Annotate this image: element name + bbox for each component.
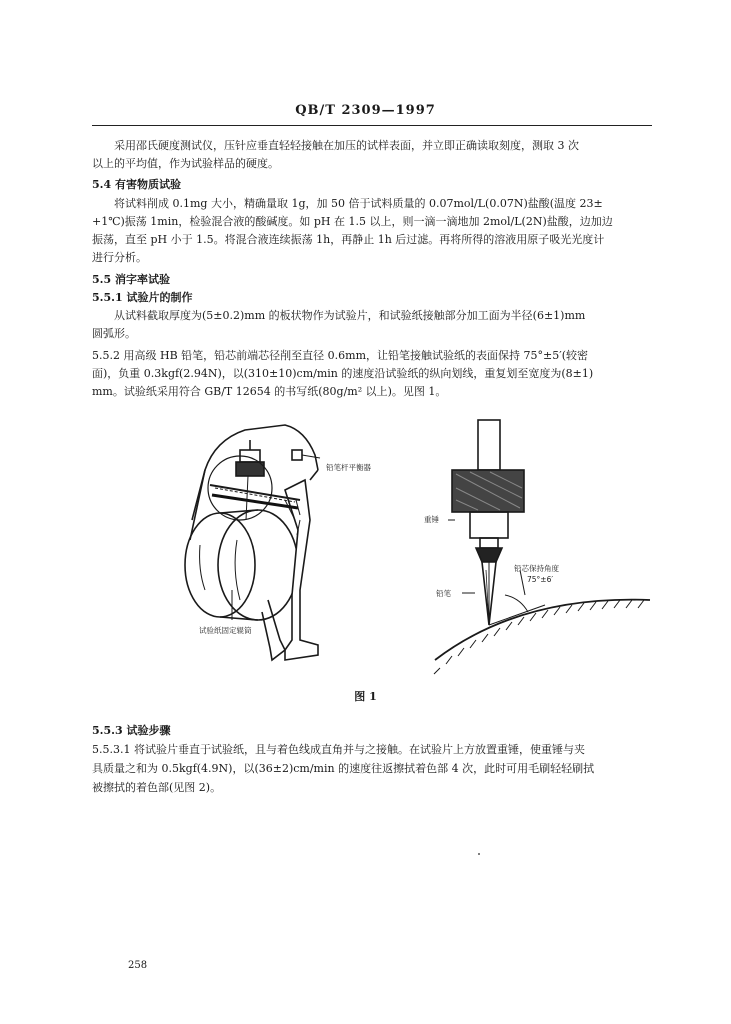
section-heading-5-4: 5.4 有害物质试验 xyxy=(92,178,181,191)
figure-label-angle-value: 75°±6′ xyxy=(527,575,554,584)
header-rule xyxy=(92,125,652,126)
section-heading-5-5-3: 5.5.3 试验步骤 xyxy=(92,724,171,737)
body-line: 具质量之和为 0.5kgf(4.9N)，以(36±2)cm/min 的速度往返擦拭着色部 4 次，此时可用毛刷轻轻刷拭 xyxy=(92,762,595,775)
section-heading-5-5: 5.5 消字率试验 xyxy=(92,273,170,286)
figure-label-weight: 重锤 xyxy=(424,515,439,524)
figure-1-caption: 图 1 xyxy=(354,690,377,703)
pencil-weight-detail-drawing xyxy=(434,420,650,674)
scan-speck xyxy=(478,853,480,855)
body-line: 圆弧形。 xyxy=(92,327,136,340)
section-heading-5-5-1: 5.5.1 试验片的制作 xyxy=(92,291,193,304)
body-line: 进行分析。 xyxy=(92,251,147,264)
section-5-5-3-1-line: 5.5.3.1 将试验片垂直于试验纸，且与着色线成直角并与之接触。在试验片上方放置重锤，使重锤与夹 xyxy=(92,743,585,756)
body-line: 被擦拭的着色部(见图 2)。 xyxy=(92,781,222,794)
body-line: 面)，负重 0.3kgf(2.94N)，以(310±10)cm/min 的速度沿试验纸的纵向划线，重复划至宽度为(8±1) xyxy=(92,367,594,380)
page-header-standard-code: QB/T 2309—1997 xyxy=(295,103,436,118)
figure-label-pencil: 铅笔 xyxy=(436,589,451,598)
body-line: 以上的平均值，作为试验样品的硬度。 xyxy=(92,157,279,170)
page-number: 258 xyxy=(128,960,148,971)
body-line: +1℃)振荡 1min，检验混合液的酸碱度。如 pH 在 1.5 以上，则一滴一滴地加 2mol/L(2N)盐酸，边加边 xyxy=(92,215,613,228)
figure-label-balance: 铅笔杆平衡器 xyxy=(326,463,371,472)
body-line: mm。试验纸采用符合 GB/T 12654 的书写纸(80g/m² 以上)。见图 1。 xyxy=(92,385,447,398)
section-5-5-2-line: 5.5.2 用高级 HB 铅笔，铅芯前端芯径削至直径 0.6mm，让铅笔接触试验纸的表面保持 75°±5′(较密 xyxy=(92,349,589,362)
body-line: 将试料削成 0.1mg 大小，精确量取 1g，加 50 倍于试料质量的 0.07mol/L(0.07N)盐酸(温度 23± xyxy=(114,197,603,210)
body-line: 从试料截取厚度为(5±0.2)mm 的板状物作为试验片，和试验纸接触部分加工面为半径(6±1)mm xyxy=(114,309,586,322)
figure-label-angle: 铅芯保持角度 xyxy=(514,564,559,573)
body-line: 采用邵氏硬度测试仪，压针应垂直轻轻接触在加压的试样表面，并立即正确读取刻度，测取 3 次 xyxy=(114,139,579,152)
figure-label-drum: 试验纸固定辊筒 xyxy=(199,626,252,635)
body-line: 振荡，直至 pH 小于 1.5。将混合液连续振荡 1h，再静止 1h 后过滤。再将所得的溶液用原子吸光光度计 xyxy=(92,233,605,246)
